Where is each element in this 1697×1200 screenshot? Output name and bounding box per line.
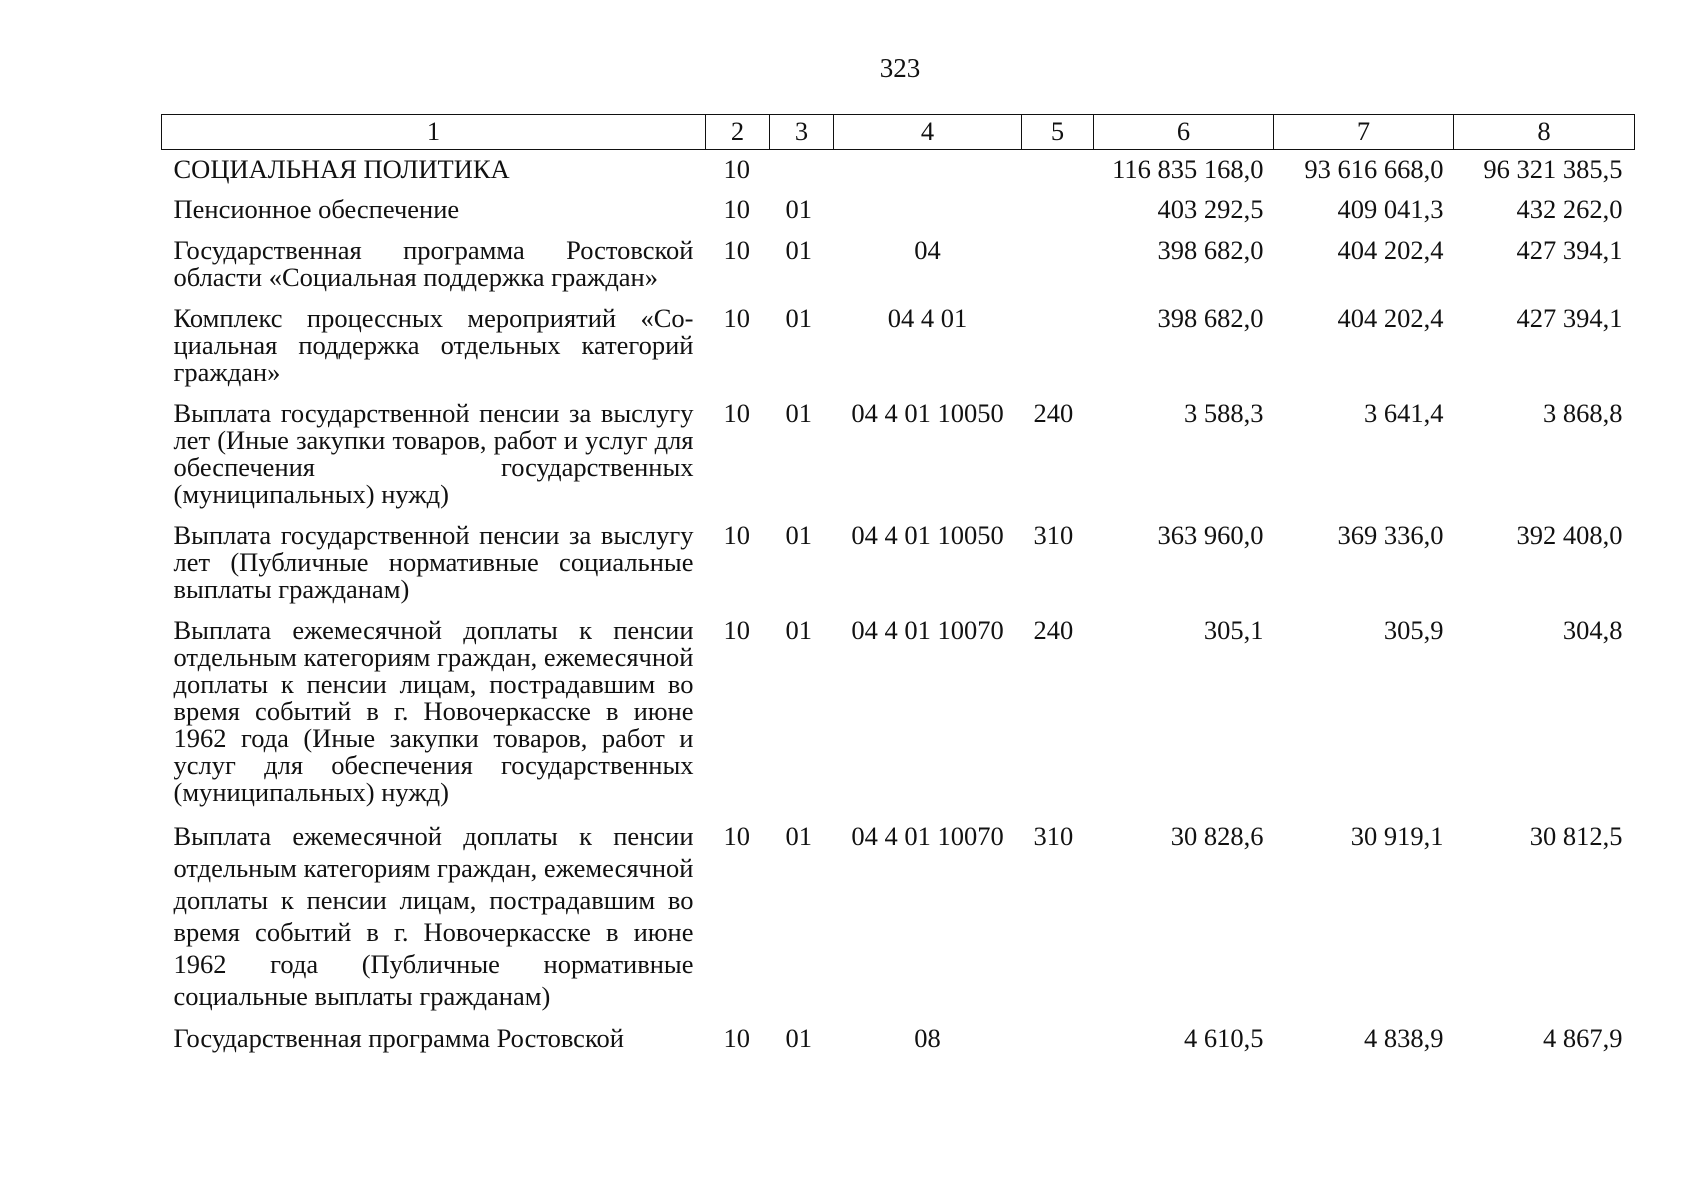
row-name: Пенсионное обеспечение: [173, 194, 460, 224]
row-target-article: 04 4 01: [887, 303, 968, 333]
row-amount-col7: 30 919,1: [1350, 821, 1444, 851]
row-name: СОЦИАЛЬНАЯ ПОЛИТИКА: [173, 154, 510, 184]
row-target-article: [834, 191, 1022, 232]
row-amount-col6: 4 610,5: [1184, 1023, 1264, 1053]
row-amount-col7: 369 336,0: [1337, 520, 1444, 550]
row-amount-col8: 96 321 385,5: [1483, 154, 1623, 184]
row-amount-col8: 427 394,1: [1516, 235, 1623, 265]
row-amount-col6: 403 292,5: [1157, 194, 1264, 224]
row-amount-col6: 363 960,0: [1157, 520, 1264, 550]
table-row: [162, 395, 1635, 517]
row-amount-col6: 116 835 168,0: [1112, 154, 1264, 184]
row-expense-type: 240: [1033, 398, 1074, 428]
row-amount-col7: 404 202,4: [1337, 303, 1444, 333]
row-name: Комплекс процессных мероприятий «Социальная поддержка отдельных категорий граждан»: [173, 303, 694, 387]
header-cell-3: 3: [770, 115, 834, 150]
row-subsection: 01: [785, 194, 812, 224]
row-name: Выплата государственной пенсии за выслугу лет (Публичные нормативные социальные выплаты гражданам): [173, 520, 694, 604]
page-number: 323: [879, 53, 921, 83]
row-subsection: 01: [785, 821, 812, 851]
row-section: 10: [723, 398, 750, 428]
table-row: [162, 300, 1635, 395]
row-subsection: 01: [785, 1023, 812, 1053]
row-amount-col6: 3 588,3: [1184, 398, 1264, 428]
row-amount-col7: 3 641,4: [1364, 398, 1444, 428]
budget-table: [161, 114, 1635, 1052]
row-section: 10: [723, 615, 750, 645]
row-section: 10: [723, 194, 750, 224]
row-name: Государственная программа Ростовской: [173, 1023, 624, 1053]
row-name: Государственная программа Ростовской области «Социальная поддержка граждан»: [173, 235, 694, 292]
row-amount-col8: 3 868,8: [1543, 398, 1623, 428]
row-target-article: 04 4 01 10070: [851, 615, 1004, 645]
row-amount-col6: 398 682,0: [1157, 235, 1264, 265]
header-cell-2: 2: [706, 115, 770, 150]
row-amount-col7: 305,9: [1383, 615, 1444, 645]
row-amount-col6: 398 682,0: [1157, 303, 1264, 333]
table-header-row: [162, 115, 1635, 150]
row-section: 10: [723, 303, 750, 333]
row-target-article: [834, 150, 1022, 192]
row-target-article: 04 4 01 10050: [851, 520, 1004, 550]
row-expense-type: 240: [1033, 615, 1074, 645]
table-row: [162, 150, 1635, 192]
row-amount-col7: 409 041,3: [1337, 194, 1444, 224]
row-amount-col8: 427 394,1: [1516, 303, 1623, 333]
row-amount-col6: 30 828,6: [1170, 821, 1264, 851]
row-section: 10: [723, 154, 750, 184]
row-expense-type: [1022, 300, 1094, 395]
row-name: Выплата государственной пенсии за выслугу лет (Иные закупки товаров, работ и услуг для обеспечения государственных (муниципальных) нужд): [173, 398, 694, 509]
header-cell-7: 7: [1274, 115, 1454, 150]
row-amount-col7: 404 202,4: [1337, 235, 1444, 265]
row-subsection: 01: [785, 520, 812, 550]
row-amount-col8: 4 867,9: [1543, 1023, 1623, 1053]
row-target-article: 04: [914, 235, 941, 265]
row-amount-col8: 432 262,0: [1516, 194, 1623, 224]
header-cell-6: 6: [1094, 115, 1274, 150]
row-amount-col8: 30 812,5: [1529, 821, 1623, 851]
row-section: 10: [723, 821, 750, 851]
row-subsection: 01: [785, 303, 812, 333]
table-row: [162, 1025, 1635, 1052]
header-cell-5: 5: [1022, 115, 1094, 150]
row-section: 10: [723, 1023, 750, 1053]
row-expense-type: 310: [1033, 821, 1074, 851]
row-subsection: 01: [785, 398, 812, 428]
row-target-article: 04 4 01 10070: [851, 821, 1004, 851]
row-amount-col6: 305,1: [1203, 615, 1264, 645]
row-amount-col7: 4 838,9: [1364, 1023, 1444, 1053]
row-expense-type: [1022, 150, 1094, 192]
row-amount-col7: 93 616 668,0: [1304, 154, 1444, 184]
row-amount-col8: 392 408,0: [1516, 520, 1623, 550]
header-cell-1: 1: [162, 115, 706, 150]
row-expense-type: [1022, 232, 1094, 300]
row-subsection: 01: [785, 615, 812, 645]
row-expense-type: [1022, 191, 1094, 232]
row-target-article: 08: [914, 1023, 941, 1053]
header-cell-8: 8: [1454, 115, 1635, 150]
row-expense-type: 310: [1033, 520, 1074, 550]
header-cell-4: 4: [834, 115, 1022, 150]
row-section: 10: [723, 235, 750, 265]
table-row: [162, 232, 1635, 300]
table-row: [162, 517, 1635, 612]
table-row: [162, 612, 1635, 815]
row-name: Выплата ежемесячной доплаты к пенсии отдельным категориям граждан, ежемесячной доплаты к пенсии лицам, пострадавшим во время событий в г. Новочеркасске в июне 1962 года (Публичные нормативные социальные выплаты гражданам): [173, 821, 694, 1011]
table-row: [162, 191, 1635, 232]
table-row: [162, 815, 1635, 1025]
row-subsection: 01: [785, 235, 812, 265]
row-expense-type: [1022, 1025, 1094, 1052]
row-section: 10: [723, 520, 750, 550]
row-amount-col8: 304,8: [1562, 615, 1623, 645]
row-name: Выплата ежемесячной доплаты к пенсии отдельным категориям граждан, ежемесячной доплаты к пенсии лицам, пострадавшим во время событий в г. Новочеркасске в июне 1962 года (Иные закупки товаров, работ и услуг для обеспечения государственных (муниципальных) нужд): [173, 615, 694, 807]
row-subsection: [770, 150, 834, 192]
row-target-article: 04 4 01 10050: [851, 398, 1004, 428]
